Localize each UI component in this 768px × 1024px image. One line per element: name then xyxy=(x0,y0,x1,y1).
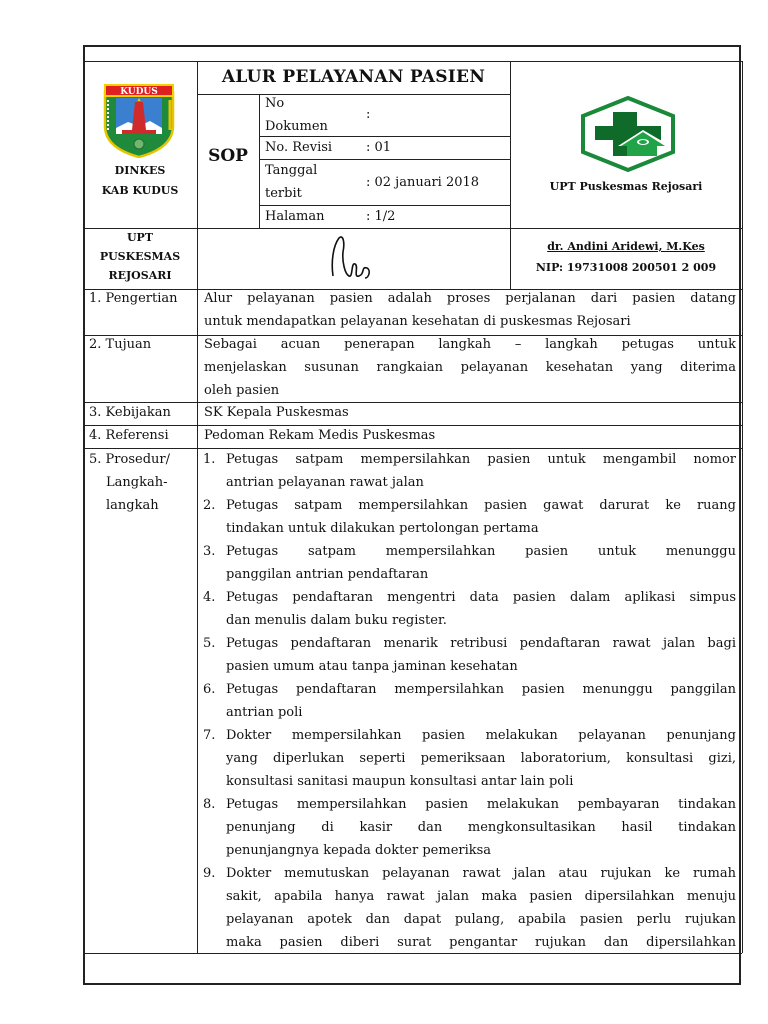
pengertian-line: Alur pelayanan pasien adalah proses perjalanan dari pasien datang xyxy=(204,291,736,306)
puskesmas-name: UPT Puskesmas Rejosari xyxy=(549,180,703,193)
signer-name: dr. Andini Aridewi, M.Kes xyxy=(547,240,705,253)
step-number: 8. xyxy=(203,797,216,812)
svg-text:KUDUS: KUDUS xyxy=(120,87,158,97)
meta-label-halaman: Halaman xyxy=(265,209,325,224)
divider xyxy=(83,402,742,403)
meta-label-no-dokumen: No Dokumen xyxy=(265,96,328,134)
tujuan-line: menjelaskan susunan rangkaian pelayanan kesehatan yang diterima xyxy=(204,360,736,375)
step-number: 2. xyxy=(203,498,216,513)
step-line: penunjang di kasir dan mengkonsultasikan hasil tindakan xyxy=(226,820,736,835)
meta-value-tanggal: : 02 januari 2018 xyxy=(366,175,480,190)
tujuan-line: Sebagai acuan penerapan langkah – langkah petugas untuk xyxy=(204,337,736,352)
meta-value-halaman: : 1/2 xyxy=(366,209,396,224)
step-line: Petugas satpam mempersilahkan pasien untuk menunggu xyxy=(226,544,736,559)
step-line: tindakan untuk dilakukan pertolongan pertama xyxy=(226,521,539,536)
signer-nip: NIP: 19731008 200501 2 009 xyxy=(535,261,717,274)
document-title: ALUR PELAYANAN PASIEN xyxy=(221,67,486,87)
step-line: dan menulis dalam buku register. xyxy=(226,613,447,628)
step-line: Dokter memutuskan pelayanan rawat jalan atau rujukan ke rumah xyxy=(226,866,736,881)
divider xyxy=(259,94,260,228)
section-label-tujuan: 2. Tujuan xyxy=(89,337,152,352)
step-line: yang diperlukan seperti pemeriksaan laboratorium, konsultasi gizi, xyxy=(226,751,736,766)
step-line: Petugas pendaftaran menarik retribusi pendaftaran rawat jalan bagi xyxy=(226,636,736,651)
step-number: 1. xyxy=(203,452,216,467)
kudus-crest-logo xyxy=(102,84,176,158)
org-name-line1: DINKES xyxy=(114,164,166,177)
unit-name: UPT PUSKESMAS REJOSARI xyxy=(99,231,181,282)
step-line: Dokter mempersilahkan pasien melakukan pelayanan penunjang xyxy=(226,728,736,743)
step-number: 5. xyxy=(203,636,216,651)
step-line: antrian pelayanan rawat jalan xyxy=(226,475,424,490)
section-label-prosedur: 5. Prosedur/ xyxy=(89,452,170,467)
step-line: sakit, apabila hanya rawat jalan maka pasien dipersilahkan menuju xyxy=(226,889,736,904)
section-label-pengertian: 1. Pengertian xyxy=(89,291,178,306)
step-number: 6. xyxy=(203,682,216,697)
step-number: 4. xyxy=(203,590,216,605)
step-number: 3. xyxy=(203,544,216,559)
step-line: Petugas mempersilahkan pasien melakukan pembayaran tindakan xyxy=(226,797,736,812)
step-line: antrian poli xyxy=(226,705,303,720)
meta-label-tanggal: Tanggal terbit xyxy=(265,163,318,201)
step-line: penunjangnya kepada dokter pemeriksa xyxy=(226,843,492,858)
step-number: 7. xyxy=(203,728,216,743)
step-line: konsultasi sanitasi maupun konsultasi antar lain poli xyxy=(226,774,574,789)
divider xyxy=(197,61,198,953)
section-label-referensi: 4. Referensi xyxy=(89,428,169,443)
referensi-text: Pedoman Rekam Medis Puskesmas xyxy=(204,428,436,443)
org-name-line2: KAB KUDUS xyxy=(101,184,179,197)
meta-value-revisi: : 01 xyxy=(366,140,392,155)
step-line: pasien umum atau tanpa jaminan kesehatan xyxy=(226,659,518,674)
section-label-prosedur: Langkah- xyxy=(106,475,168,490)
step-line: maka pasien diberi surat pengantar rujukan dan dipersilahkan xyxy=(226,935,736,950)
pengertian-line: untuk mendapatkan pelayanan kesehatan di puskesmas Rejosari xyxy=(204,314,631,329)
step-line: Petugas pendaftaran mempersilahkan pasien menunggu panggilan xyxy=(226,682,736,697)
meta-label-revisi: No. Revisi xyxy=(265,140,333,155)
step-line: Petugas satpam mempersilahkan pasien gawat darurat ke ruang xyxy=(226,498,736,513)
puskesmas-logo xyxy=(577,96,679,172)
kebijakan-text: SK Kepala Puskesmas xyxy=(204,405,349,420)
section-label-prosedur: langkah xyxy=(106,498,159,513)
step-number: 9. xyxy=(203,866,216,881)
step-line: pelayanan apotek dan dapat pulang, apabila pasien perlu rujukan xyxy=(226,912,736,927)
table-right-border xyxy=(742,61,743,953)
sop-label: SOP xyxy=(208,146,248,166)
step-line: Petugas satpam mempersilahkan pasien untuk mengambil nomor xyxy=(226,452,736,467)
section-label-kebijakan: 3. Kebijakan xyxy=(89,405,171,420)
meta-value-no-dokumen: : xyxy=(366,107,371,122)
step-line: panggilan antrian pendaftaran xyxy=(226,567,429,582)
step-line: Petugas pendaftaran mengentri data pasien dalam aplikasi simpus xyxy=(226,590,736,605)
divider xyxy=(197,94,510,95)
tujuan-line: oleh pasien xyxy=(204,383,280,398)
signature xyxy=(325,232,385,284)
